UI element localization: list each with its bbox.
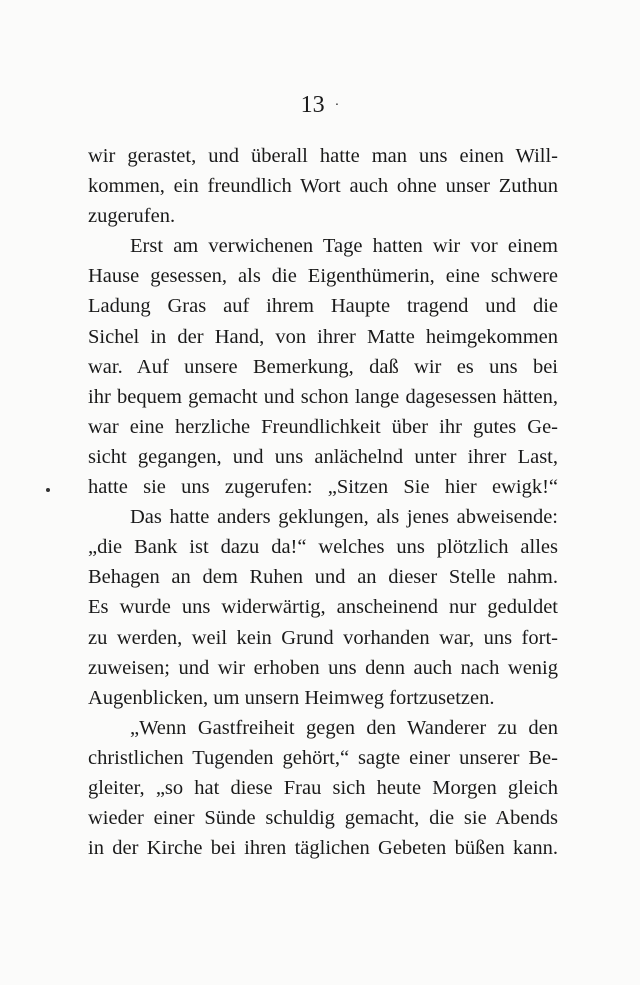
margin-speck xyxy=(46,488,50,492)
text-line: zuweisen; und wir erhoben uns denn auch nach wenig xyxy=(88,656,558,679)
text-line: wieder einer Sünde schuldig gemacht, die sie Abends xyxy=(88,807,558,830)
text-line: Erst am verwichenen Tage hatten wir vor einem xyxy=(130,235,558,258)
text-line: Behagen an dem Ruhen und an dieser Stelle nahm. xyxy=(88,566,558,589)
text-line: Augenblicken, um unsern Heimweg fortzusetzen. xyxy=(88,686,495,709)
text-line: in der Kirche bei ihren täglichen Gebeten büßen kann. xyxy=(88,837,558,860)
text-line: Es wurde uns widerwärtig, anscheinend nur geduldet xyxy=(88,596,558,619)
page-number xyxy=(0,92,640,119)
text-line: Hause gesessen, als die Eigenthümerin, eine schwere xyxy=(88,265,558,288)
text-line: hatte sie uns zugerufen: „Sitzen Sie hier ewigk!“ xyxy=(88,476,558,499)
text-line: Ladung Gras auf ihrem Haupte tragend und die xyxy=(88,295,558,318)
body-text xyxy=(88,141,558,863)
text-line: sicht gegangen, und uns anlächelnd unter ihrer Last, xyxy=(88,445,558,468)
text-line: „die Bank ist dazu da!“ welches uns plötzlich alles xyxy=(88,536,558,559)
page-number-text: 13 xyxy=(300,92,325,118)
text-line: war eine herzliche Freundlichkeit über ihr gutes Ge- xyxy=(88,415,558,438)
text-line: war. Auf unsere Bemerkung, daß wir es uns bei xyxy=(88,355,558,378)
text-line: zu werden, weil kein Grund vorhanden war, uns fort- xyxy=(88,626,558,649)
text-line: Das hatte anders geklungen, als jenes abweisende: xyxy=(130,506,558,529)
text-line: wir gerastet, und überall hatte man uns einen Will- xyxy=(88,145,558,167)
text-line: Sichel in der Hand, von ihrer Matte heimgekommen xyxy=(88,325,558,348)
text-line: christlichen Tugenden gehört,“ sagte einer unserer Be- xyxy=(88,746,558,769)
text-line: kommen, ein freundlich Wort auch ohne unser Zuthun xyxy=(88,175,558,198)
text-line: „Wenn Gastfreiheit gegen den Wanderer zu den xyxy=(130,716,558,739)
text-line: gleiter, „so hat diese Frau sich heute Morgen gleich xyxy=(88,776,558,799)
text-line: ihr bequem gemacht und schon lange dagesessen hätten, xyxy=(88,385,558,408)
text-line: zugerufen. xyxy=(88,205,176,228)
page-number-dot: · xyxy=(334,98,340,114)
